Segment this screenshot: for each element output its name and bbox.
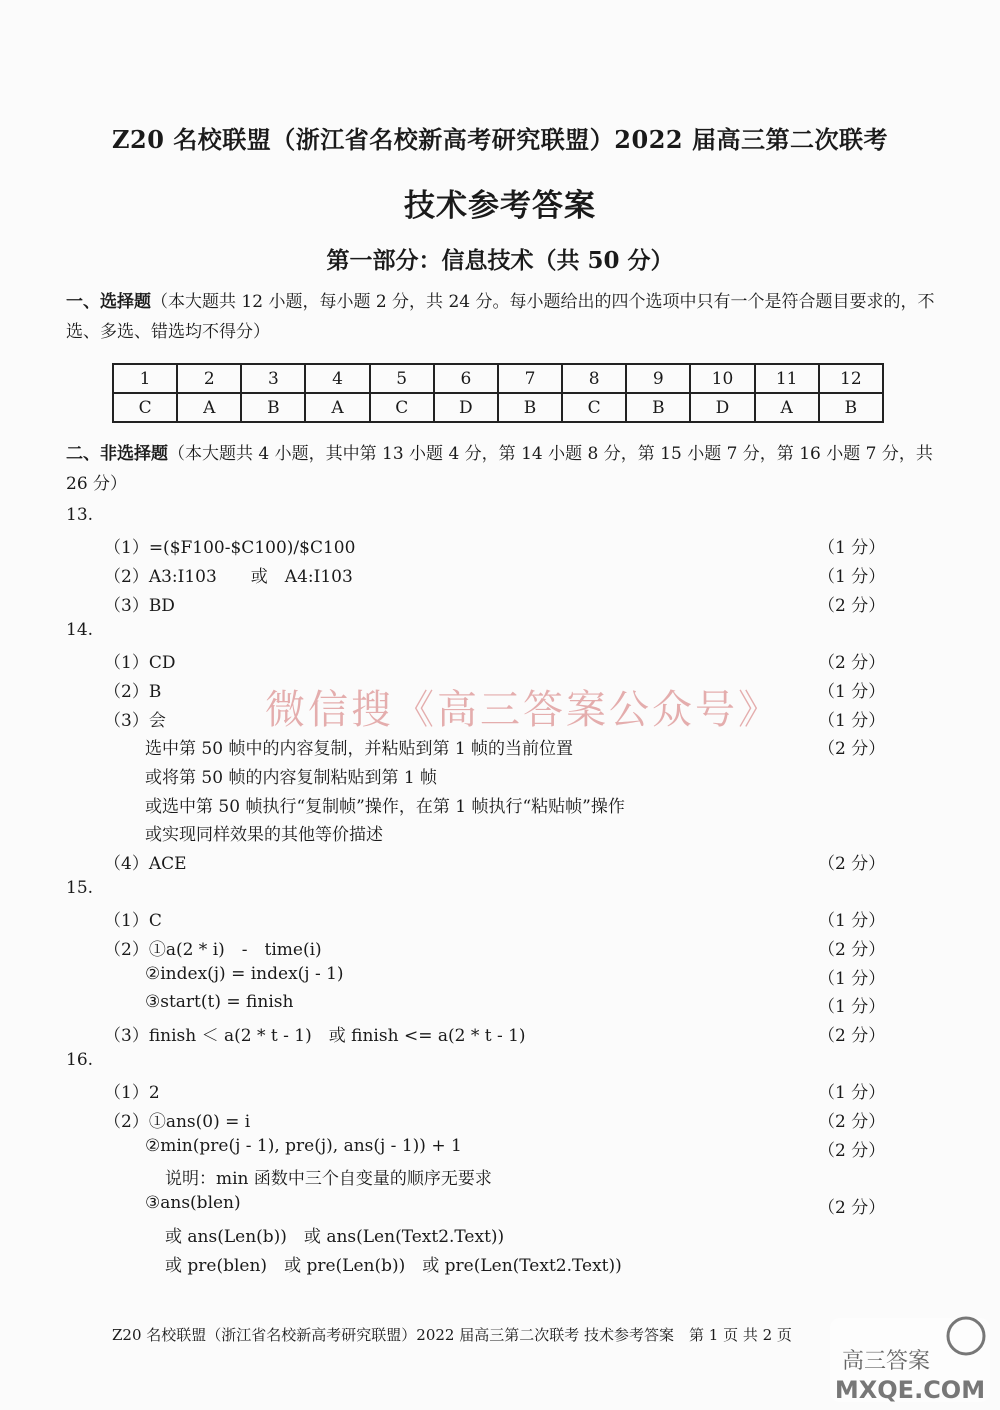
question-14-number: 14.	[66, 620, 94, 640]
q15-answer-2c: ③start(t) = finish	[145, 992, 294, 1012]
document-title: Z20 名校联盟（浙江省名校新高考研究联盟）2022 届高三第二次联考	[112, 125, 888, 154]
section2-intro	[66, 439, 936, 499]
q13-answer-1: （1）=($F100-$C100)/$C100	[104, 538, 356, 558]
q16-score-1: （1 分）	[818, 1083, 886, 1103]
q13-score-3: （2 分）	[818, 596, 886, 616]
question-13-number: 13.	[66, 505, 94, 525]
question-number-cell: 4	[305, 364, 369, 393]
answer-cell: A	[177, 393, 241, 422]
q13-answer-3: （3）BD	[104, 596, 175, 616]
section2-heading: 二、非选择题	[66, 444, 168, 464]
q14-score-1: （2 分）	[818, 653, 886, 673]
stamp-graphic	[826, 1314, 994, 1406]
q15-score-4: （1 分）	[818, 997, 886, 1017]
part-heading: 第一部分：信息技术（共 50 分）	[326, 247, 674, 274]
q13-answer-2: （2）A3:I103 或 A4:I103	[104, 567, 353, 587]
q14-score-4: （2 分）	[818, 739, 886, 759]
watermark-text: 微信搜《高三答案公众号》	[265, 687, 781, 733]
q15-score-3: （1 分）	[818, 969, 886, 989]
q13-score-2: （1 分）	[818, 567, 886, 587]
question-number-cell: 10	[690, 364, 754, 393]
page-footer: Z20 名校联盟（浙江省名校新高考研究联盟）2022 届高三第二次联考 技术参考答案 第 1 页 共 2 页	[112, 1326, 792, 1344]
q15-score-2: （2 分）	[818, 940, 886, 960]
q15-answer-3: （3）finish ＜ a(2 * t - 1) 或 finish <= a(2 * t - 1)	[104, 1026, 526, 1046]
q16-score-3: （2 分）	[818, 1141, 886, 1161]
answer-table-number-row	[113, 364, 883, 393]
q16-note: 说明：min 函数中三个自变量的顺序无要求	[165, 1169, 492, 1189]
section1-description: （本大题共 12 小题，每小题 2 分，共 24 分。每小题给出的四个选项中只有一个是符合题目要求的，不选、多选、错选均不得分）	[66, 292, 935, 342]
question-number-cell: 6	[434, 364, 498, 393]
question-number-cell: 7	[498, 364, 562, 393]
q14-score-5: （2 分）	[818, 854, 886, 874]
site-logo-stamp	[826, 1314, 994, 1406]
question-number-cell: 8	[562, 364, 626, 393]
q15-answer-2b: ②index(j) = index(j - 1)	[145, 964, 344, 984]
q14-alt-answer-3: 或实现同样效果的其他等价描述	[145, 825, 383, 845]
document-subtitle: 技术参考答案	[404, 188, 596, 224]
question-number-cell: 2	[177, 364, 241, 393]
question-number-cell: 11	[755, 364, 819, 393]
q15-answer-2a: （2）①a(2 * i) - time(i)	[104, 940, 322, 960]
answer-cell: D	[690, 393, 754, 422]
question-15-number: 15.	[66, 878, 94, 898]
q14-answer-1: （1）CD	[104, 653, 176, 673]
stamp-url: MXQE.COM	[834, 1376, 986, 1404]
question-number-cell: 9	[626, 364, 690, 393]
answer-cell: D	[434, 393, 498, 422]
answer-cell: A	[305, 393, 369, 422]
question-number-cell: 3	[241, 364, 305, 393]
q15-score-1: （1 分）	[818, 911, 886, 931]
q14-alt-answer-1: 或将第 50 帧的内容复制粘贴到第 1 帧	[145, 768, 438, 788]
section1-intro	[66, 287, 936, 347]
q16-alt-answer-2: 或 pre(blen) 或 pre(Len(b)) 或 pre(Len(Text2.Text))	[165, 1256, 622, 1276]
q16-answer-2c: ③ans(blen)	[145, 1193, 241, 1213]
q16-answer-1: （1）2	[104, 1083, 160, 1103]
answer-table	[112, 363, 884, 423]
section2-description: （本大题共 4 小题，其中第 13 小题 4 分，第 14 小题 8 分，第 15 小题 7 分，第 16 小题 7 分，共 26 分）	[66, 444, 933, 494]
answer-cell: B	[241, 393, 305, 422]
answer-cell: C	[370, 393, 434, 422]
stamp-label: 高三答案	[841, 1349, 931, 1374]
answer-cell: B	[819, 393, 883, 422]
answer-cell: C	[562, 393, 626, 422]
q16-alt-answer-1: 或 ans(Len(b)) 或 ans(Len(Text2.Text))	[165, 1227, 505, 1247]
q16-answer-2a: （2）①ans(0) = i	[104, 1112, 251, 1132]
answer-table-answer-row	[113, 393, 883, 422]
q16-score-4: （2 分）	[818, 1198, 886, 1218]
q13-score-1: （1 分）	[818, 538, 886, 558]
q16-score-2: （2 分）	[818, 1112, 886, 1132]
q15-answer-1: （1）C	[104, 911, 162, 931]
q16-answer-2b: ②min(pre(j - 1), pre(j), ans(j - 1)) + 1	[145, 1136, 462, 1156]
q14-score-3: （1 分）	[818, 711, 886, 731]
question-16-number: 16.	[66, 1050, 94, 1070]
q14-score-2: （1 分）	[818, 682, 886, 702]
q14-answer-3: （3）会	[104, 711, 166, 731]
answer-cell: C	[113, 393, 177, 422]
q15-score-5: （2 分）	[818, 1026, 886, 1046]
q14-answer-3-detail: 选中第 50 帧中的内容复制，并粘贴到第 1 帧的当前位置	[145, 739, 574, 759]
section1-heading: 一、选择题	[66, 292, 151, 312]
q14-answer-2: （2）B	[104, 682, 162, 702]
question-number-cell: 1	[113, 364, 177, 393]
question-number-cell: 12	[819, 364, 883, 393]
answer-cell: B	[626, 393, 690, 422]
answer-cell: B	[498, 393, 562, 422]
q14-answer-4: （4）ACE	[104, 854, 187, 874]
answer-cell: A	[755, 393, 819, 422]
q14-alt-answer-2: 或选中第 50 帧执行“复制帧”操作，在第 1 帧执行“粘贴帧”操作	[145, 797, 625, 817]
question-number-cell: 5	[370, 364, 434, 393]
